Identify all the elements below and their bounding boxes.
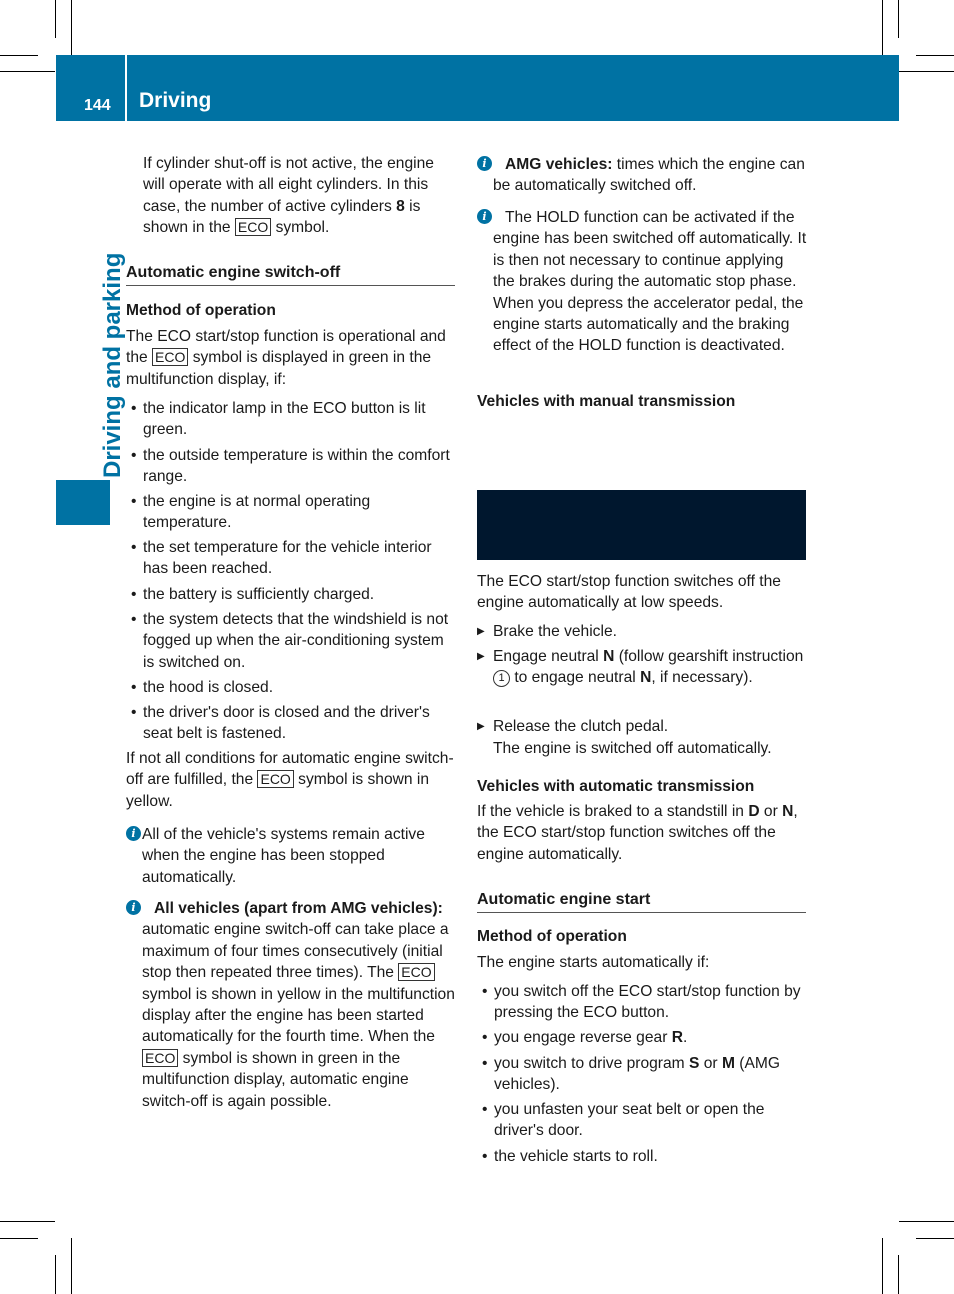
- not-fulfilled-text: If not all conditions for automatic engine switch-off are fulfilled, the ECO symbol is shown in yellow.: [126, 750, 454, 810]
- list-item: • the vehicle starts to roll.: [477, 1146, 809, 1167]
- list-item: • the set temperature for the vehicle interior has been reached.: [126, 537, 458, 580]
- crop-mark: [55, 1255, 56, 1294]
- crop-mark: [899, 1221, 954, 1222]
- list-item: • you engage reverse gear R.: [477, 1027, 809, 1048]
- crop-mark: [55, 0, 56, 38]
- intro-paragraph: If cylinder shut-off is not active, the engine will operate with all eight cylinders. In this case, the number of active cylinders 8 is shown in the ECO symbol.: [143, 155, 434, 237]
- info-note: i All vehicles (apart from AMG vehicles): automatic engine switch-off can take place a maximum of four times consecutively (initial stop then repeated three times). The ECO symbol is shown in yellow in the multifunction display after the engine has been started automatically for the fourth time. When the ECO symbol is shown in green in the multifunction display, automatic engine switch-off is again possible.: [126, 898, 457, 1112]
- callout-number: 1: [493, 670, 510, 687]
- step-item: ▶ Engage neutral N (follow gearshift instruction 1 to engage neutral N, if necessary).: [477, 646, 808, 689]
- side-tab-marker: [56, 480, 110, 525]
- step-item: ▶ Release the clutch pedal.: [477, 716, 808, 737]
- list-item: • the driver's door is closed and the driver's seat belt is fastened.: [126, 702, 458, 745]
- crop-mark: [916, 1238, 954, 1239]
- start-method-heading: Method of operation: [477, 928, 627, 945]
- list-item: • the outside temperature is within the comfort range.: [126, 445, 458, 488]
- crop-mark: [898, 0, 899, 38]
- crop-mark: [0, 55, 38, 56]
- info-note: i AMG vehicles: times which the engine can be automatically switched off.: [477, 154, 808, 197]
- crop-mark: [899, 71, 954, 72]
- info-icon: i: [126, 900, 141, 915]
- list-item: • the system detects that the windshield is not fogged up when the air-conditioning system is switched on.: [126, 609, 458, 673]
- info-icon: i: [126, 826, 141, 841]
- crop-mark: [0, 1221, 55, 1222]
- illustration-panel: [477, 490, 806, 560]
- list-item: • the indicator lamp in the ECO button is lit green.: [126, 398, 458, 441]
- info-icon: i: [477, 209, 492, 224]
- method-text: The ECO start/stop function is operational and the ECO symbol is displayed in green in the multifunction display, if:: [126, 328, 446, 388]
- crop-mark: [0, 71, 55, 72]
- step-result: The engine is switched off automatically.: [493, 740, 772, 757]
- crop-mark: [882, 1238, 883, 1294]
- list-item: • the hood is closed.: [126, 677, 458, 698]
- side-tab-label: Driving and parking: [99, 252, 126, 478]
- eco-symbol: ECO: [142, 1049, 178, 1067]
- list-item: • you switch to drive program S or M (AMG vehicles).: [477, 1053, 809, 1096]
- eco-symbol: ECO: [257, 770, 293, 788]
- section-heading-engine-start: Automatic engine start: [477, 889, 806, 913]
- crop-mark: [0, 1238, 38, 1239]
- crop-mark: [898, 1255, 899, 1294]
- eco-symbol: ECO: [235, 218, 271, 236]
- info-icon: i: [477, 156, 492, 171]
- crop-mark: [71, 0, 72, 55]
- method-heading: Method of operation: [126, 302, 276, 319]
- header-title: Driving: [139, 89, 212, 112]
- list-item: • the engine is at normal operating temperature.: [126, 491, 458, 534]
- info-note: i The HOLD function can be activated if the engine has been switched off automatically. It is then not necessary to continue applying the brakes during the automatic stop phase. When you depress the accelerator pedal, the engine starts automatically and the braking effect of the HOLD function is deactivated.: [477, 207, 808, 357]
- header-divider: [125, 55, 127, 121]
- start-text: The engine starts automatically if:: [477, 954, 710, 971]
- step-item: ▶ Brake the vehicle.: [477, 621, 808, 642]
- auto-text: If the vehicle is braked to a standstill in D or N, the ECO start/stop function switches off the engine automatically.: [477, 803, 798, 863]
- crop-mark: [916, 55, 954, 56]
- page-number: 144: [84, 97, 111, 114]
- list-item: • the battery is sufficiently charged.: [126, 584, 458, 605]
- manual-text: The ECO start/stop function switches off the engine automatically at low speeds.: [477, 573, 781, 612]
- eco-symbol: ECO: [398, 963, 434, 981]
- info-note: i All of the vehicle's systems remain active when the engine has been stopped automatically.: [126, 824, 457, 888]
- automatic-transmission-heading: Vehicles with automatic transmission: [477, 778, 755, 795]
- crop-mark: [71, 1238, 72, 1294]
- crop-mark: [882, 0, 883, 55]
- section-heading-switch-off: Automatic engine switch-off: [126, 262, 455, 286]
- manual-transmission-heading: Vehicles with manual transmission: [477, 393, 736, 410]
- list-item: • you switch off the ECO start/stop function by pressing the ECO button.: [477, 981, 809, 1024]
- list-item: • you unfasten your seat belt or open the driver's door.: [477, 1099, 809, 1142]
- eco-symbol: ECO: [152, 348, 188, 366]
